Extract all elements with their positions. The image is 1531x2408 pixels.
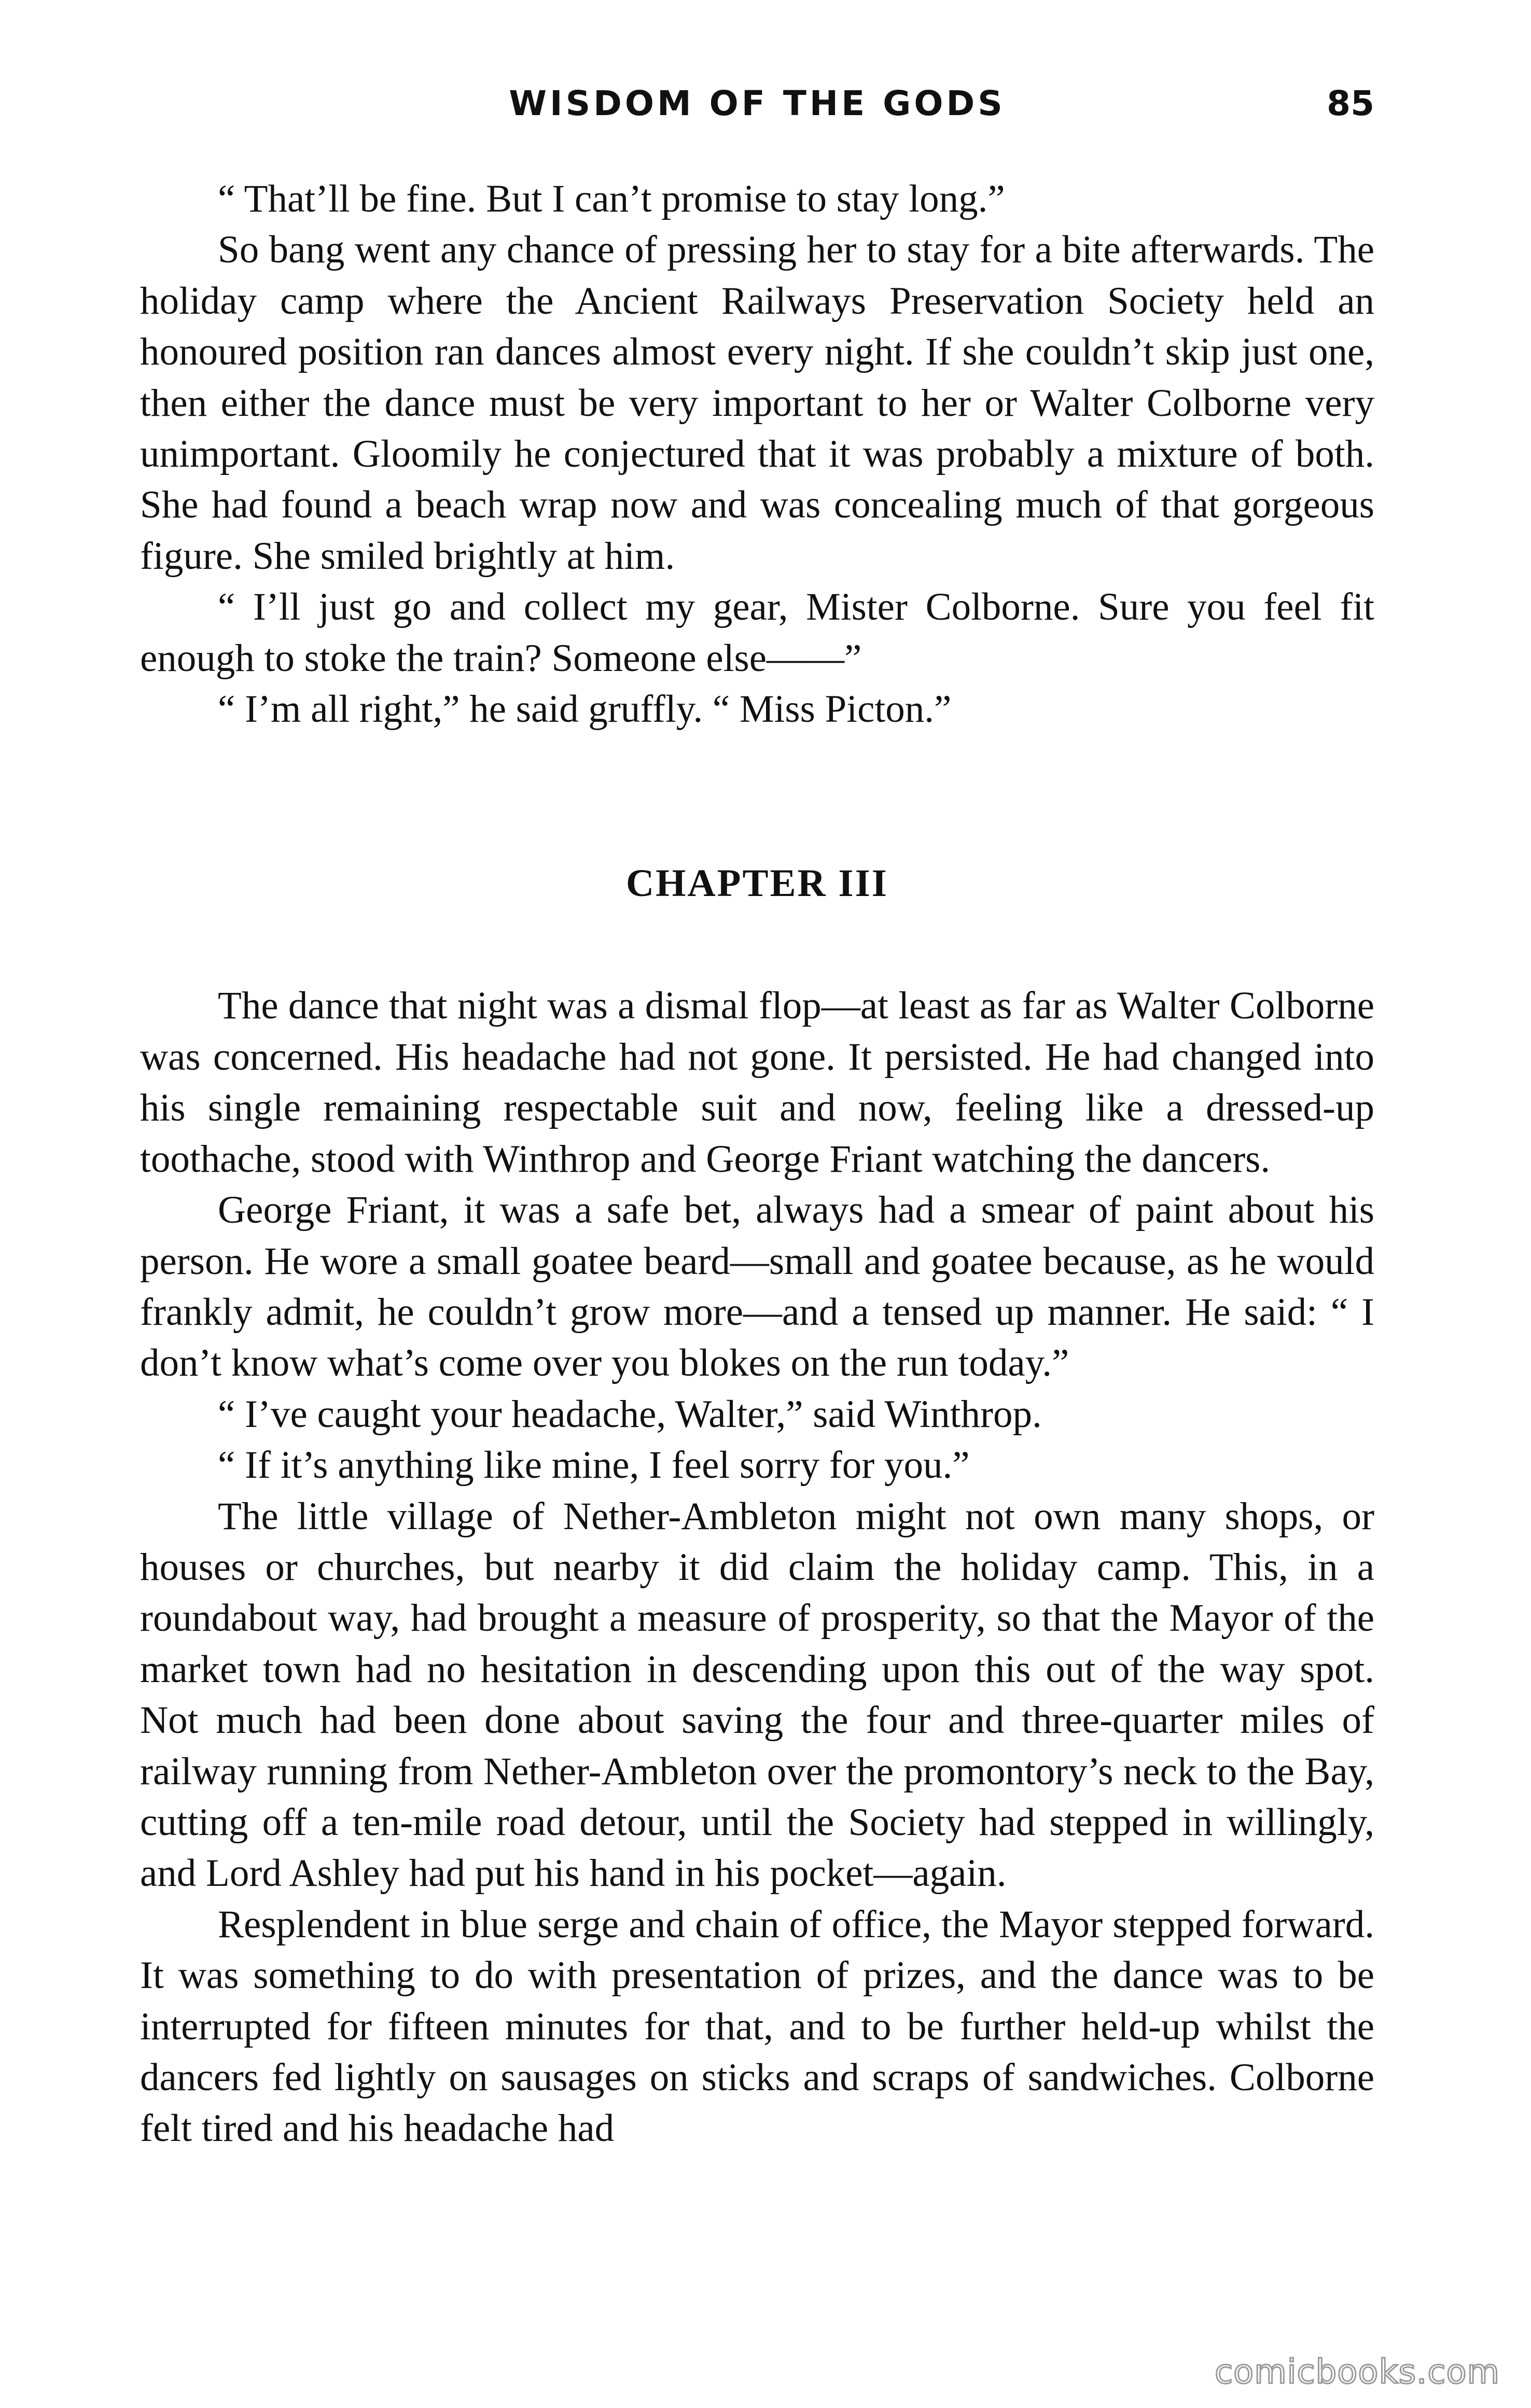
paragraph: George Friant, it was a safe bet, always had a smear of paint about his person. He wore a small goatee beard—small and goatee because, as he would frankly admit, he couldn’t grow more—and a tensed up manner. He said: “ I don’t know what’s come over you blokes on the run today.” [140, 1188, 1374, 1385]
paragraph: So bang went any chance of pressing her to stay for a bite afterwards. The holiday camp where the Ancient Railways Preservation Society held an honoured position ran dances almost every night. If she couldn’t skip just one, then either the dance must be very important to her or Walter Colborne very unimportant. Gloomily he conjectured that it was probably a mixture of both. She had found a beach wrap now and was concealing much of that gorgeous figure. She smiled brightly at him. [140, 228, 1374, 578]
watermark: comicbooks.com [1214, 2353, 1500, 2391]
paragraph: The dance that night was a dismal flop—at least as far as Walter Colborne was concerned. His headache had not gone. It persisted. He had changed into his single remaining respectable suit and now, feeling like a dressed-up toothache, stood with Winthrop and George Friant watching the dancers. [140, 984, 1374, 1181]
body-text [140, 174, 1374, 2154]
paragraph: “ If it’s anything like mine, I feel sorry for you.” [218, 1444, 970, 1487]
paragraph: “ I’ve caught your headache, Walter,” said Winthrop. [218, 1392, 1042, 1436]
running-head [140, 78, 1374, 140]
paragraph: Resplendent in blue serge and chain of office, the Mayor stepped forward. It was something to do with presentation of prizes, and the dance was to be interrupted for fifteen minutes for that, and to be further held-up whilst the dancers fed lightly on sausages on sticks and scraps of sandwiches. Colborne felt tired and his headache had [140, 1902, 1374, 2150]
page-number: 85 [1327, 83, 1374, 123]
paragraph: “ I’ll just go and collect my gear, Mister Colborne. Sure you feel fit enough to stoke the train? Someone else——” [140, 585, 1374, 680]
running-title: WISDOM OF THE GODS [509, 83, 1006, 123]
paragraph: “ That’ll be fine. But I can’t promise to stay long.” [218, 177, 1005, 220]
paragraph: “ I’m all right,” he said gruffly. “ Miss Picton.” [218, 688, 952, 731]
chapter-heading: CHAPTER III [626, 862, 888, 905]
paragraph: The little village of Nether-Ambleton might not own many shops, or houses or churches, but nearby it did claim the holiday camp. This, in a roundabout way, had brought a measure of prosperity, so that the Mayor of the market town had no hesitation in descending upon this out of the way spot. Not much had been done about saving the four and three-quarter miles of railway running from Nether-Ambleton over the promontory’s neck to the Bay, cutting off a ten-mile road detour, until the Society had stepped in willingly, and Lord Ashley had put his hand in his pocket—again. [140, 1494, 1374, 1895]
